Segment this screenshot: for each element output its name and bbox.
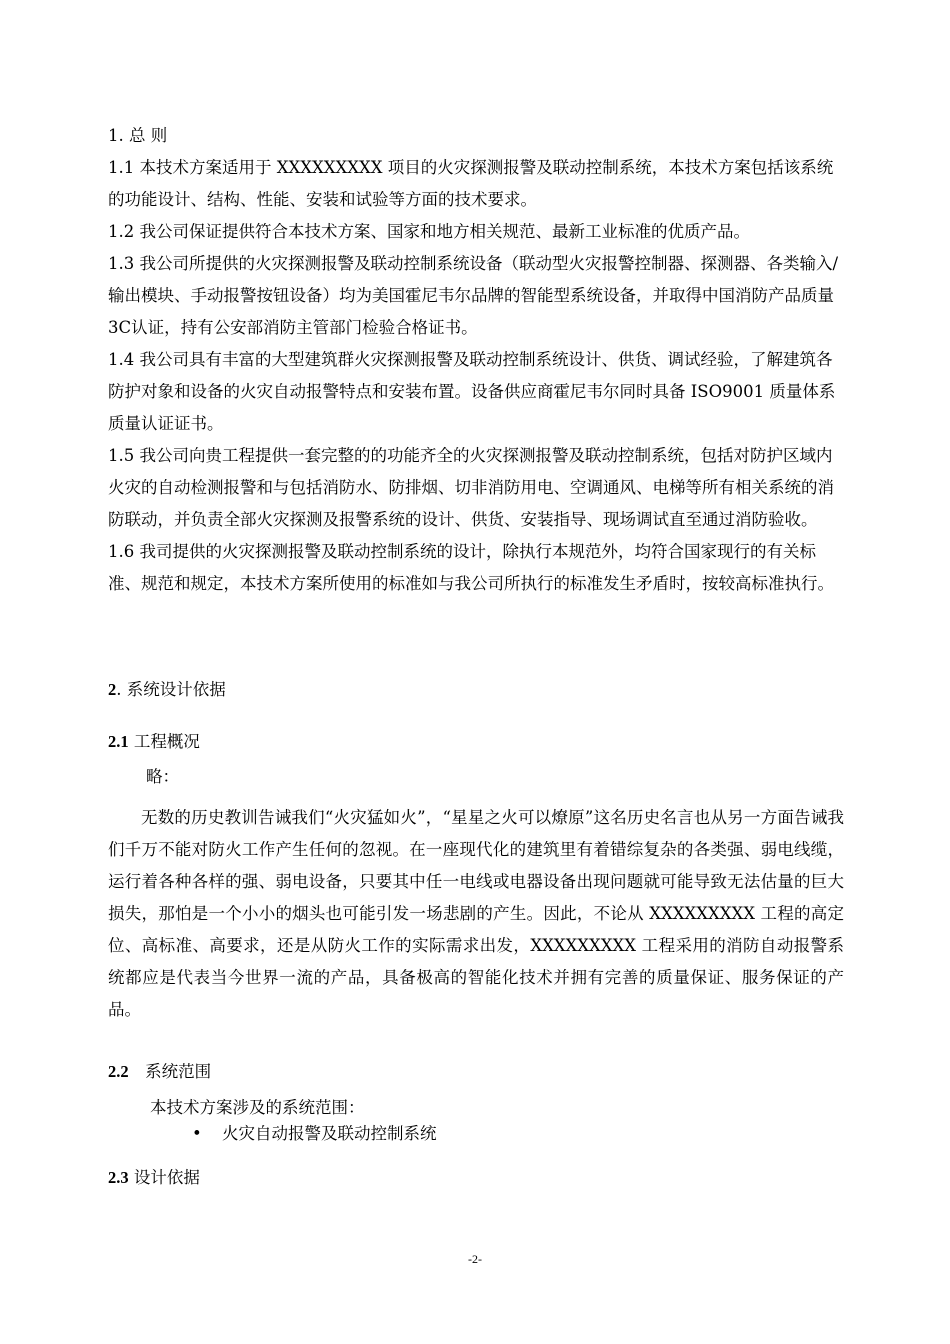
heading-title: . 系统设计依据 bbox=[116, 680, 226, 699]
heading-number: 2.3 bbox=[108, 1168, 129, 1187]
clause-1-1: 1.1 本技术方案适用于 XXXXXXXXX 项目的火灾探测报警及联动控制系统，本技术方案包括该系统的功能设计、结构、性能、安装和试验等方面的技术要求。 bbox=[108, 158, 834, 209]
heading-section-2-1 bbox=[108, 730, 200, 754]
section-general bbox=[108, 120, 844, 600]
heading-section-2-3 bbox=[108, 1166, 200, 1190]
heading-title: 系统范围 bbox=[128, 1062, 212, 1081]
clause-1-2: 1.2 我公司保证提供符合本技术方案、国家和地方相关规范、最新工业标准的优质产品。 bbox=[108, 222, 750, 241]
abbreviation-note: 略： bbox=[146, 767, 179, 786]
heading-section-2 bbox=[108, 678, 226, 702]
scope-intro: 本技术方案涉及的系统范围： bbox=[150, 1098, 365, 1117]
clause-1-6: 1.6 我司提供的火灾探测报警及联动控制系统的设计，除执行本规范外，均符合国家现行的有关标准、规范和规定，本技术方案所使用的标准如与我公司所执行的标准发生矛盾时，按较高标准执行。 bbox=[108, 542, 834, 593]
heading-title: 设计依据 bbox=[128, 1168, 200, 1187]
bullet-icon: • bbox=[192, 1124, 202, 1143]
clause-1-3: 1.3 我公司所提供的火灾探测报警及联动控制系统设备（联动型火灾报警控制器、探测器、各类输入/输出模块、手动报警按钮设备）均为美国霍尼韦尔品牌的智能型系统设备，并取得中国消防产品质量3C认证，持有公安部消防主管部门检验合格证书。 bbox=[108, 254, 839, 337]
clause-1-5: 1.5 我公司向贵工程提供一套完整的的功能齐全的火灾探测报警及联动控制系统，包括对防护区域内火灾的自动检测报警和与包括消防水、防排烟、切非消防用电、空调通风、电梯等所有相关系统的消防联动，并负责全部火灾探测及报警系统的设计、供货、安装指导、现场调试直至通过消防验收。 bbox=[108, 446, 834, 529]
clause-1-4: 1.4 我公司具有丰富的大型建筑群火灾探测报警及联动控制系统设计、供货、调试经验，了解建筑各防护对象和设备的火灾自动报警特点和安装布置。设备供应商霍尼韦尔同时具备 ISO9001 质量体系质量认证证书。 bbox=[108, 350, 836, 433]
heading-number: 2.1 bbox=[108, 732, 129, 751]
heading-number: 2 bbox=[108, 680, 117, 699]
heading-title: 工程概况 bbox=[128, 732, 200, 751]
scope-list-item bbox=[192, 1122, 437, 1146]
section-heading: 1. 总 则 bbox=[108, 126, 168, 145]
scope-item-text: 火灾自动报警及联动控制系统 bbox=[222, 1124, 437, 1143]
project-overview-paragraph: 无数的历史教训告诫我们“火灾猛如火”，“星星之火可以燎原”这名历史名言也从另一方面告诫我们千万不能对防火工作产生任何的忽视。在一座现代化的建筑里有着错综复杂的各类强、弱电线缆，运行着各种各样的强、弱电设备，只要其中任一电线或电器设备出现问题就可能导致无法估量的巨大损失，那怕是一个小小的烟头也可能引发一场悲剧的产生。因此，不论从 XXXXXXXXX 工程的高定位、高标准、高要求，还是从防火工作的实际需求出发，XXXXXXXXX 工程采用的消防自动报警系统都应是代表当今世界一流的产品，具备极高的智能化技术并拥有完善的质量保证、服务保证的产品。 bbox=[108, 808, 844, 1019]
heading-section-2-2 bbox=[108, 1060, 211, 1084]
page-number: -2- bbox=[468, 1252, 482, 1266]
heading-number: 2.2 bbox=[108, 1062, 129, 1081]
